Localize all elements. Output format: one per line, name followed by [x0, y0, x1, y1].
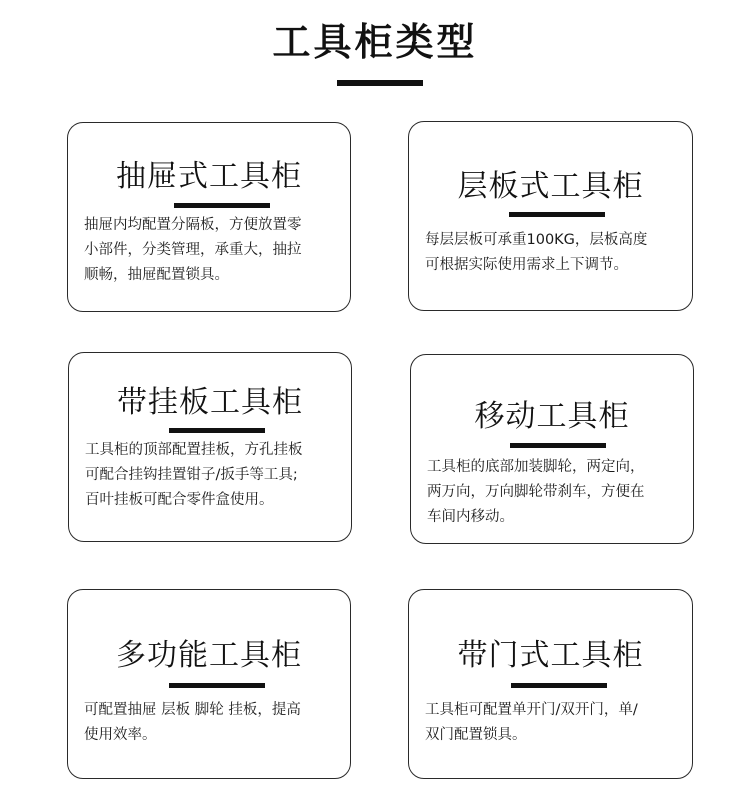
description-line: 小部件，分类管理，承重大，抽拉: [84, 242, 302, 258]
card-title-underline: [169, 428, 265, 433]
page-title: 工具柜类型: [272, 20, 478, 64]
card-title-underline: [169, 683, 265, 688]
description-line: 使用效率。: [84, 727, 157, 743]
card-door-cabinet: [408, 589, 693, 779]
card-mobile-cabinet: [410, 354, 694, 544]
card-title-underline: [509, 212, 605, 217]
card-title-underline: [511, 683, 607, 688]
card-description: [425, 228, 687, 278]
card-title: 移动工具柜: [474, 399, 630, 434]
card-title-underline: [510, 443, 606, 448]
card-description: [427, 455, 689, 530]
description-line: 每层层板可承重100KG，层板高度: [425, 232, 648, 248]
description-line: 工具柜的顶部配置挂板，方孔挂板: [85, 442, 303, 458]
description-line: 两万向，万向脚轮带刹车，方便在: [427, 484, 645, 500]
card-description: [425, 698, 687, 748]
card-title: 带门式工具柜: [457, 638, 644, 673]
card-shelf-cabinet: [408, 121, 693, 311]
description-line: 可根据实际使用需求上下调节。: [425, 257, 628, 273]
card-description: [85, 438, 347, 513]
description-line: 顺畅，抽屉配置锁具。: [84, 267, 229, 283]
description-line: 工具柜可配置单开门/双开门，单/: [425, 702, 638, 718]
card-title: 层板式工具柜: [457, 169, 644, 204]
description-line: 百叶挂板可配合零件盒使用。: [85, 492, 274, 508]
card-multifunction-cabinet: [67, 589, 351, 779]
description-line: 双门配置锁具。: [425, 727, 527, 743]
description-line: 抽屉内均配置分隔板，方便放置零: [84, 217, 302, 233]
card-title-underline: [174, 203, 270, 208]
description-line: 可配合挂钩挂置钳子/扳手等工具;: [85, 467, 298, 483]
card-title: 带挂板工具柜: [117, 385, 303, 420]
description-line: 工具柜的底部加装脚轮，两定向，: [427, 459, 645, 475]
card-pegboard-cabinet: [68, 352, 352, 542]
description-line: 车间内移动。: [427, 509, 514, 525]
card-description: [84, 213, 344, 288]
description-line: 可配置抽屉 层板 脚轮 挂板，提高: [84, 702, 301, 718]
card-drawer-cabinet: [67, 122, 351, 312]
card-description: [84, 698, 346, 748]
title-underline: [337, 80, 423, 86]
card-title: 多功能工具柜: [116, 638, 302, 673]
card-title: 抽屉式工具柜: [116, 159, 302, 194]
